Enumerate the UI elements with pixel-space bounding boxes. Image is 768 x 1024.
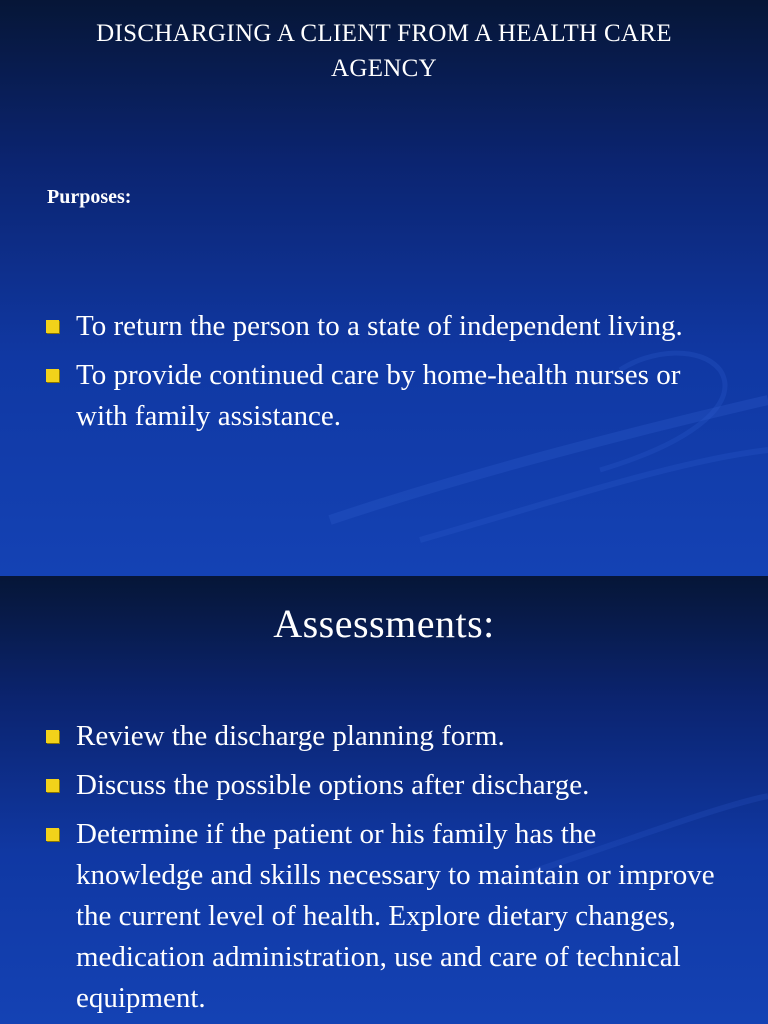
purposes-list: [46, 306, 706, 445]
list-item-text: To return the person to a state of independent living.: [76, 310, 683, 342]
list-item-text: Determine if the patient or his family has the knowledge and skills necessary to maintain or improve the current level of health. Explore dietary changes, medication administration, use and care of technical equipment.: [76, 818, 715, 1014]
list-item-text: Review the discharge planning form.: [76, 720, 505, 752]
slide-title: DISCHARGING A CLIENT FROM A HEALTH CARE AGENCY: [96, 20, 672, 82]
bullet-icon: [46, 730, 59, 743]
list-item-text: To provide continued care by home-health nurses or with family assistance.: [76, 359, 681, 432]
purposes-heading: Purposes:: [47, 186, 132, 208]
list-item: [46, 765, 726, 806]
list-item-text: Discuss the possible options after discharge.: [76, 769, 590, 801]
slide-2: [0, 576, 768, 1024]
assessments-list: [46, 716, 726, 1024]
slide-title: Assessments:: [273, 601, 495, 646]
list-item: [46, 716, 726, 757]
bullet-icon: [46, 828, 59, 841]
list-item: [46, 306, 706, 347]
bullet-icon: [46, 320, 59, 333]
bullet-icon: [46, 779, 59, 792]
bullet-icon: [46, 369, 59, 382]
list-item: [46, 814, 726, 1019]
list-item: [46, 355, 706, 437]
